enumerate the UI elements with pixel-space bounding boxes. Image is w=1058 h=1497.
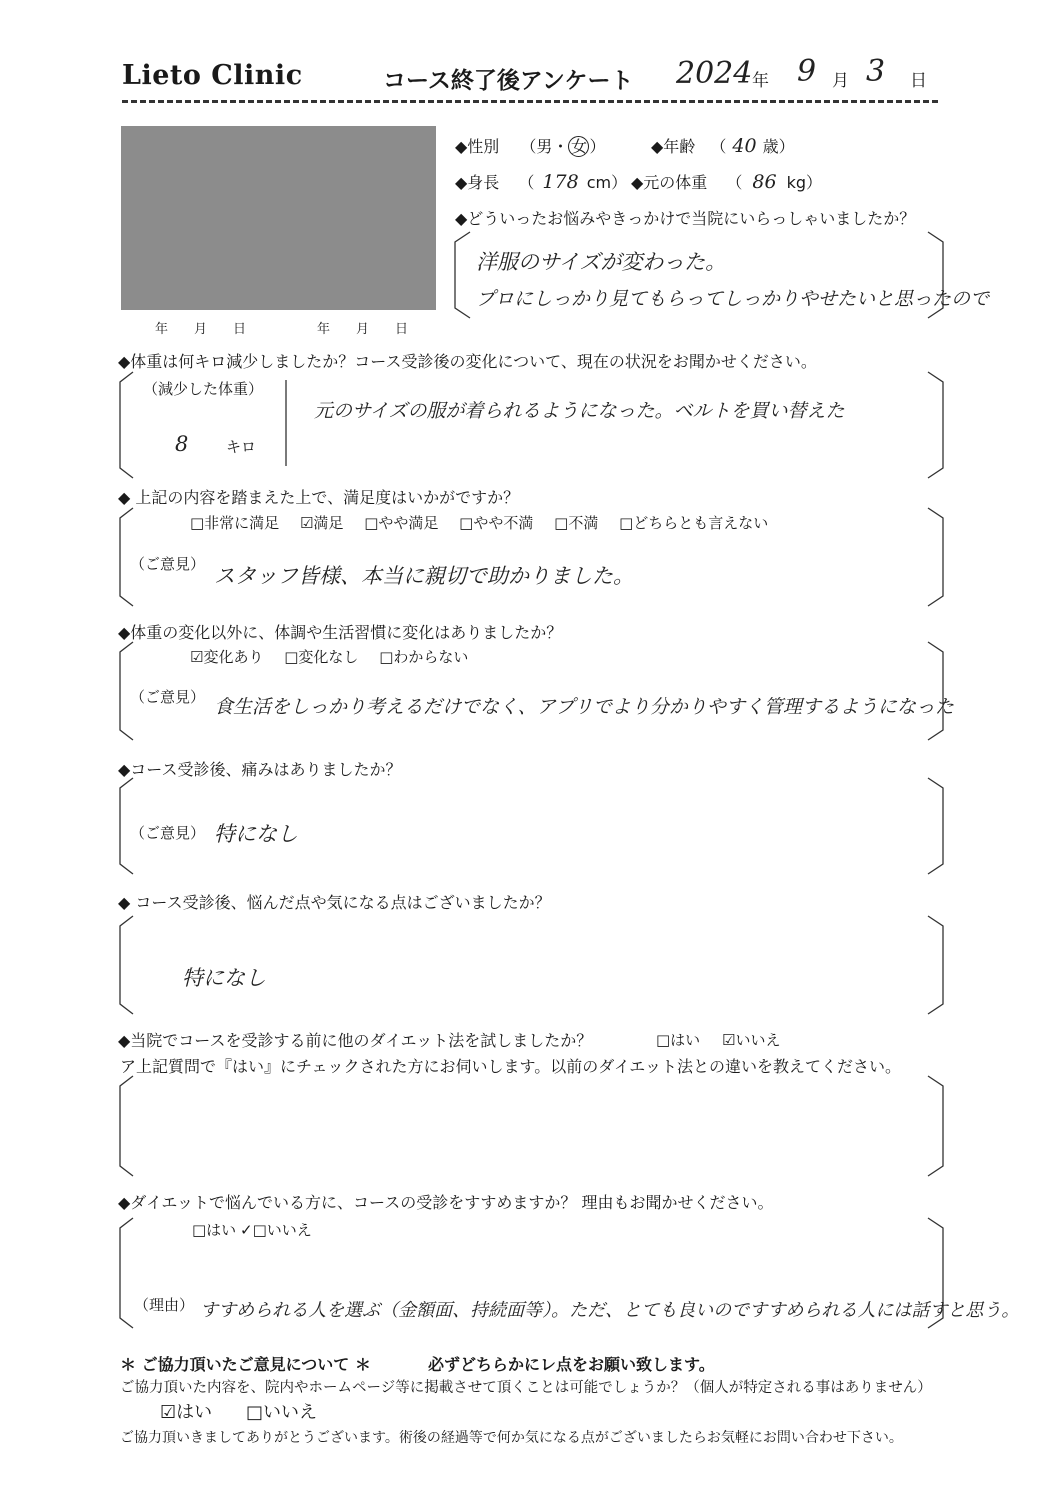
recommend-reason-label: （理由） xyxy=(134,1296,195,1314)
other-diet-no[interactable]: ☑いいえ xyxy=(722,1031,781,1049)
weight-change-answer: 元のサイズの服が着られるようになった。ベルトを買い替えた xyxy=(314,400,845,422)
date-year: 2024 xyxy=(676,56,753,91)
other-diet-yes[interactable]: □はい xyxy=(656,1031,701,1049)
weight-value: 86 xyxy=(752,171,777,193)
pain-question: ◆コース受診後、痛みはありましたか？ xyxy=(118,760,402,779)
form-title: コース終了後アンケート xyxy=(383,68,634,94)
recommend-no[interactable]: ✓□いいえ xyxy=(240,1221,312,1239)
change-opinion-label: （ご意見） xyxy=(130,688,206,706)
consent-question: ご協力頂いた内容を、院内やホームページ等に掲載させて頂くことは可能でしょうか？（個人が特定される事はありません） xyxy=(120,1380,932,1396)
other-diet-followup: ア上記質問で『はい』にチェックされた方にお伺いします。以前のダイエット法との違いを教えてください。 xyxy=(120,1057,901,1076)
change-options xyxy=(190,646,468,667)
change-answer: 食生活をしっかり考えるだけでなく、アプリでより分かりやすく管理するようになった xyxy=(214,696,954,718)
height-value: 178 xyxy=(542,171,579,193)
age-value: 40 xyxy=(732,135,757,157)
satisfaction-opinion-label: （ご意見） xyxy=(130,555,206,573)
height-label: ◆身長 xyxy=(455,173,500,192)
date-month: 9 xyxy=(797,54,817,89)
satisfaction-option-satisfied[interactable]: ☑満足 xyxy=(299,514,344,532)
recommend-question: ◆ダイエットで悩んでいる方に、コースの受診をすすめますか？ 理由もお聞かせください。 xyxy=(118,1193,774,1212)
reason-answer-line2: プロにしっかり見てもらってしっかりやせたいと思ったので xyxy=(476,288,990,310)
clinic-name: Lieto Clinic xyxy=(122,60,303,91)
other-diet-question: ◆当院でコースを受診する前に他のダイエット法を試しましたか？ xyxy=(118,1031,593,1050)
gender-male: 男 xyxy=(536,137,553,156)
photo-date-before: 年 月 日 xyxy=(155,322,247,337)
consent-yes[interactable]: ☑はい xyxy=(160,1402,213,1423)
gender-dot: ・ xyxy=(552,137,569,156)
satisfaction-answer: スタッフ皆様、本当に親切で助かりました。 xyxy=(214,564,634,588)
height-open: （ xyxy=(518,173,535,192)
consent-no[interactable]: □いいえ xyxy=(246,1402,318,1423)
consent-heading: ＊ ご協力頂いたご意見について ＊ xyxy=(120,1355,371,1374)
reason-question: ◆どういったお悩みやきっかけで当院にいらっしゃいましたか？ xyxy=(455,209,916,228)
age-unit: 歳） xyxy=(762,137,795,156)
satisfaction-option-unsatisfied[interactable]: □不満 xyxy=(554,514,599,532)
age-open: （ xyxy=(710,137,727,156)
reason-answer-line1: 洋服のサイズが変わった。 xyxy=(476,250,727,274)
weight-unit: kg） xyxy=(786,173,823,192)
weight-label: ◆元の体重 xyxy=(631,173,708,192)
pain-answer: 特になし xyxy=(214,822,298,846)
consent-instruction: 必ずどちらかにレ点をお願い致します。 xyxy=(428,1355,715,1374)
worry-answer: 特になし xyxy=(182,966,266,990)
reduced-weight-label: （減少した体重） xyxy=(143,380,264,398)
satisfaction-option-somewhat-unsatisfied[interactable]: □やや不満 xyxy=(459,514,534,532)
photo-date-after: 年 月 日 xyxy=(317,322,409,337)
satisfaction-options xyxy=(190,512,768,533)
gender-close: ） xyxy=(589,137,606,156)
satisfaction-question: ◆ 上記の内容を踏まえた上で、満足度はいかがですか？ xyxy=(118,488,520,507)
recommend-yes[interactable]: □はい xyxy=(192,1221,237,1239)
height-unit: cm） xyxy=(586,173,628,192)
date-day: 3 xyxy=(866,54,886,89)
weight-question: ◆体重は何キロ減少しましたか？コース受診後の変化について、現在の状況をお聞かせください。 xyxy=(118,352,817,371)
gender-female-circled: 女 xyxy=(568,136,589,157)
date-day-unit: 日 xyxy=(910,71,927,91)
footer-thanks: ご協力頂いきましてありがとうございます。術後の経過等で何か気になる点がございましたらお気軽にお問い合わせ下さい。 xyxy=(120,1430,903,1446)
gender-label: ◆性別 xyxy=(455,137,500,156)
weight-open: （ xyxy=(726,173,743,192)
worry-question: ◆ コース受診後、悩んだ点や気になる点はございましたか？ xyxy=(118,893,551,912)
change-option-no[interactable]: □変化なし xyxy=(284,648,359,666)
change-question: ◆体重の変化以外に、体調や生活習慣に変化はありましたか？ xyxy=(118,623,563,642)
change-option-unknown[interactable]: □わからない xyxy=(379,648,469,666)
age-label: ◆年齢 xyxy=(651,137,696,156)
change-option-yes[interactable]: ☑変化あり xyxy=(190,648,264,666)
satisfaction-option-neither[interactable]: □どちらとも言えない xyxy=(619,514,769,532)
date-month-unit: 月 xyxy=(832,71,849,91)
recommend-answer: すすめられる人を選ぶ（金額面、持続面等）。ただ、とても良いのですすめられる人には話すと思う。 xyxy=(200,1300,1020,1321)
satisfaction-option-somewhat-satisfied[interactable]: □やや満足 xyxy=(364,514,439,532)
pain-opinion-label: （ご意見） xyxy=(130,824,206,842)
date-year-unit: 年 xyxy=(752,71,769,91)
satisfaction-option-very-satisfied[interactable]: □非常に満足 xyxy=(190,514,280,532)
reduced-weight-unit: キロ xyxy=(226,438,257,456)
reduced-weight-value: 8 xyxy=(175,432,189,456)
gender-open: （ xyxy=(520,137,537,156)
